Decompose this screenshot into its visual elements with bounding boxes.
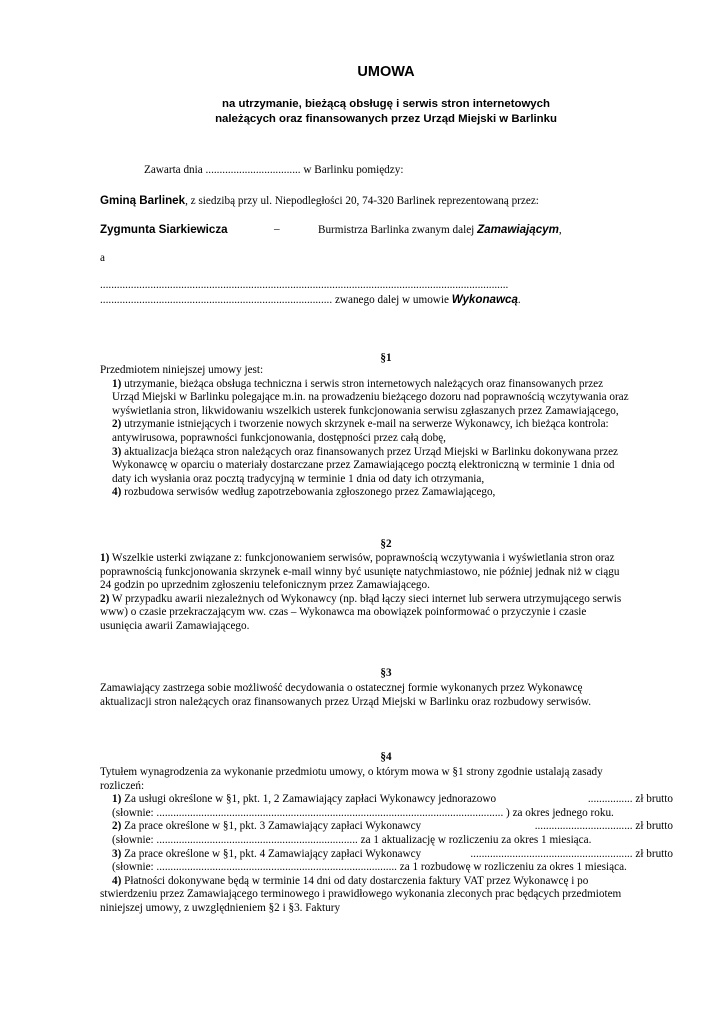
representative-title: Burmistrza Barlinka zwanym dalej (318, 224, 478, 236)
representative-dash: – (274, 223, 280, 235)
item-text: usunięcia awarii Zamawiającego. (100, 619, 250, 632)
item-text: rozliczeń: (100, 779, 145, 792)
item-text: aktualizacja bieżąca stron należących oraz finansowanych przez Urząd Miejski w Barlinku dokonywana przez (121, 445, 619, 458)
party-one-address: , z siedzibą przy ul. Niepodległości 20, 74-320 Barlinek reprezentowaną przez: (185, 195, 539, 207)
item-text: rozbudowa serwisów według zapotrzebowania zgłoszonego przez Zamawiającego, (121, 486, 496, 499)
item-text: Wykonawcę w oparciu o materiały dostarczane przez Zamawiającego pocztą elektroniczną w terminie 1 dnia od (112, 459, 615, 472)
document-title: UMOWA (357, 64, 415, 80)
payment-item (100, 820, 673, 834)
payment-text: Za prace określone w §1, pkt. 4 Zamawiający zapłaci Wykonawcy (124, 847, 422, 860)
contractor-line (100, 293, 521, 308)
item-text: 24 godzin po uprzednim zgłoszeniu telefonicznym przez Zamawiającego. (100, 579, 430, 592)
payment-amount: ................................... zł brutto (534, 820, 673, 833)
item-number: 1) (112, 377, 122, 390)
section-4-body (100, 766, 673, 916)
payment-words: (słownie: ............................................................................................................................ ) za okres jednego roku. (112, 806, 614, 819)
ordering-party-term: Zamawiającym (477, 223, 559, 236)
representative-line (100, 223, 228, 238)
item-text: Urząd Miejski w Barlinku polegające m.in. na prowadzeniu bieżącego dozoru nad poprawnością wczytywania oraz (112, 391, 629, 404)
section-2-body (100, 552, 673, 634)
section-3-body (100, 682, 673, 709)
section-3-heading: §3 (380, 667, 392, 679)
party-one-name: Gminą Barlinek (100, 194, 186, 207)
item-text: Zamawiający zastrzega sobie możliwość decydowania o ostatecznej formie wykonanych przez Wykonawcę (100, 682, 583, 694)
item-number: 4) (112, 486, 122, 499)
section-2-item (100, 593, 673, 607)
section-1-item (100, 418, 673, 432)
representative-name: Zygmunta Siarkiewicza (100, 223, 228, 236)
document-subtitle (0, 97, 724, 126)
payment-text: Za usługi określone w §1, pkt. 1, 2 Zamawiający zapłaci Wykonawcy jednorazowo (124, 793, 497, 806)
item-number: 3) (112, 445, 122, 458)
item-text: utrzymanie, bieżąca obsługa techniczna i serwis stron internetowych należących oraz finansowanych przez (121, 377, 604, 390)
section-1-item (100, 378, 673, 392)
section-2-item (100, 552, 673, 566)
payment-words: (słownie: ........................................................................ za 1 aktualizację w rozliczeniu za okres 1 miesiąca. (112, 833, 592, 846)
item-text: poprawnością funkcjonowania skrzynek e-mail winny być usunięte natychmiastowo, nie później jednak niż w ciągu (100, 565, 620, 578)
item-text: aktualizacji stron należących oraz finansowanych przez Urząd Miejski w Barlinku oraz rozbudowy serwisów. (100, 695, 592, 708)
section-4-heading: §4 (380, 751, 392, 763)
payment-text: Za prace określone w §1, pkt. 3 Zamawiający zapłaci Wykonawcy (124, 820, 422, 833)
section-1-body (100, 364, 673, 500)
contractor-term: Wykonawcą (451, 293, 518, 306)
item-number: 1) (100, 552, 110, 564)
payment-item (100, 848, 673, 862)
item-number: 3) (112, 847, 122, 860)
item-text: Płatności dokonywane będą w terminie 14 dni od daty dostarczenia faktury VAT przez Wykonawcę i po (121, 874, 589, 887)
item-text: W przypadku awarii niezależnych od Wykonawcy (np. błąd łączy sieci internet lub serwera utrzymującego serwis (109, 592, 622, 605)
payment-terms (100, 875, 673, 889)
item-text: daty ich wysłania oraz pocztą tradycyjną w terminie 1 dnia od daty ich otrzymania, (112, 472, 485, 485)
section-1-item (100, 486, 673, 500)
comma: , (558, 224, 562, 236)
contractor-dots: ................................................................................... zwanego dalej w umowie (100, 294, 452, 306)
section-2-heading: §2 (380, 538, 392, 550)
item-text: stwierdzeniu przez Zamawiającego terminowego i prawidłowego wykonania zleconych prac będących przedmiotem (100, 888, 622, 901)
item-text: utrzymanie istniejących i tworzenie nowych skrzynek e-mail na serwerze Wykonawcy, ich bieżąca kontrola: (121, 418, 609, 431)
representative-role-line (318, 223, 562, 238)
item-number: 1) (112, 793, 122, 806)
payment-item (100, 793, 673, 807)
section-1-lead: Przedmiotem niniejszej umowy jest: (100, 364, 264, 376)
subtitle-line: należących oraz finansowanych przez Urząd Miejski w Barlinku (215, 112, 557, 125)
conjunction: a (100, 252, 105, 264)
section-1-heading: §1 (380, 352, 392, 364)
item-text: Tytułem wynagrodzenia za wykonanie przedmiotu umowy, o którym mowa w §1 strony zgodnie ustalają zasady (100, 766, 603, 778)
item-text: Wszelkie usterki związane z: funkcjonowaniem serwisów, poprawnością wczytywania i wyświetlania stron oraz (109, 552, 615, 564)
item-number: 2) (100, 592, 110, 605)
section-1-item (100, 446, 673, 460)
payment-amount: .......................................................... zł brutto (470, 847, 673, 860)
item-text: niniejszej umowy, z uwzględnieniem §2 i §3. Faktury (100, 901, 341, 914)
item-number: 2) (112, 418, 122, 431)
payment-amount: ................ zł brutto (587, 793, 673, 806)
subtitle-line: na utrzymanie, bieżącą obsługę i serwis stron internetowych (222, 98, 550, 110)
item-text: www) o czasie przekraczającym ww. czas – Wykonawca ma obowiązek poinformować o przyczynie i czasie (100, 606, 587, 619)
item-text: wyświetlania stron, likwidowaniu wszelkich usterek funkcjonowania serwisu zgłaszanych przez Zamawiającego, (112, 404, 619, 417)
item-number: 2) (112, 820, 122, 833)
payment-words: (słownie: ...................................................................................... za 1 rozbudowę w rozliczeniu za okres 1 miesiąca. (112, 861, 627, 874)
contract-date-line: Zawarta dnia .................................. w Barlinku pomiędzy: (144, 164, 404, 176)
contractor-dots-line: .................................................................................................................................................. (100, 279, 509, 291)
item-text: antywirusowa, poprawności funkcjonowania, dostępności przez całą dobę, (112, 431, 446, 444)
party-one-line (100, 194, 539, 209)
item-number: 4) (112, 874, 122, 887)
period: . (517, 294, 521, 306)
